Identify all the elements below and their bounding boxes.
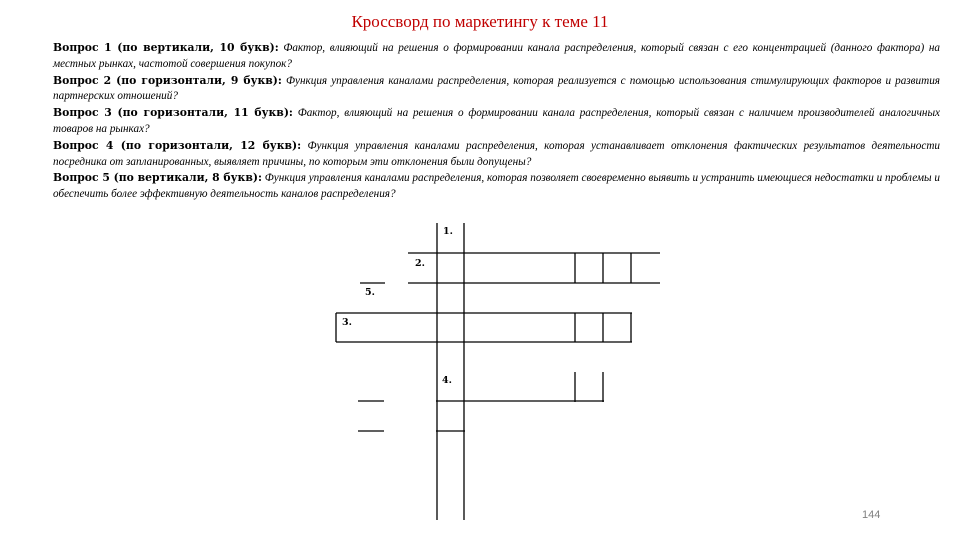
question-1-label: Вопрос 1 (по вертикали, 10 букв):: [53, 41, 279, 54]
clue-number-5: 5.: [365, 287, 375, 298]
question-3-label: Вопрос 3 (по горизонтали, 11 букв):: [53, 106, 293, 120]
question-5-text: Функция управления каналами распределения, которая позволяет своевременно выявить и устранить имеющиеся недостатки и проблемы и обеспечить более эффективную деятельность каналов распределения?: [53, 172, 941, 201]
question-4-text: Функция управления каналами распределения, которая устанавливает отклонения фактических результатов деятельности посредника от запланированных, выявляет причины, по которым эти отклонения были допущены?: [53, 139, 940, 168]
clue-number-4: 4.: [442, 375, 452, 386]
clue-number-2: 2.: [415, 258, 425, 269]
page-number: 144: [862, 509, 881, 521]
clue-number-3: 3.: [342, 317, 352, 328]
question-4-label: Вопрос 4 (по горизонтали, 12 букв):: [53, 138, 302, 152]
question-5-label: Вопрос 5 (по вертикали, 8 букв):: [53, 171, 262, 185]
question-3-text: Фактор, влияющий на решения о формировании канала распределения, который связан с наличием производителей аналогичных товаров на рынках?: [53, 107, 941, 135]
question-1-text: Фактор, влияющий на решения о формировании канала распределения, который связан с его концентрацией (данного фактора) на местных рынках, частотой совершения покупок?: [53, 42, 940, 70]
question-2-text: Функция управления каналами распределения, которая реализуется с помощью использования стимулирующих факторов и развития партнерских отношений?: [53, 74, 940, 103]
page-title: Кроссворд по маркетингу к теме 11: [351, 12, 609, 31]
question-2-label: Вопрос 2 (по горизонтали, 9 букв):: [53, 73, 282, 87]
clue-number-1: 1.: [443, 226, 453, 237]
